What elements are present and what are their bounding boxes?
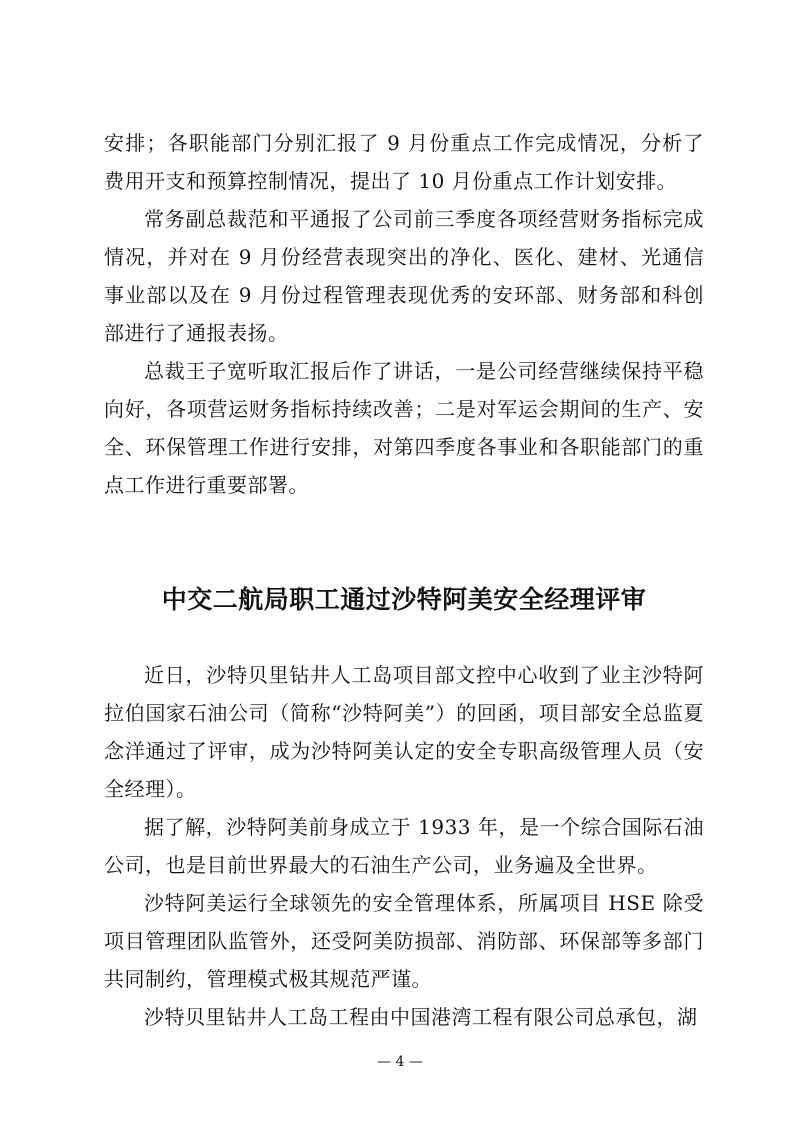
page-number: — 4 — [377, 1054, 423, 1070]
paragraph-review-result: 近日，沙特贝里钻井人工岛项目部文控中心收到了业主沙特阿拉伯国家石油公司（简称“沙特阿美”）的回函，项目部安全总监夏念洋通过了评审，成为沙特阿美认定的安全专职高级管理人员（安全经理）。 [104, 663, 704, 801]
paragraph-project-contractor: 沙特贝里钻井人工岛工程由中国港湾工程有限公司总承包，湖 [144, 1005, 698, 1029]
paragraph-aramco-background: 据了解，沙特阿美前身成立于 1933 年，是一个综合国际石油公司，也是目前世界最大的石油生产公司，业务遍及全世界。 [104, 815, 704, 877]
paragraph-continuation: 安排；各职能部门分别汇报了 9 月份重点工作完成情况，分析了费用开支和预算控制情况，提出了 10 月份重点工作计划安排。 [104, 131, 704, 193]
paragraph-vice-president-report: 常务副总裁范和平通报了公司前三季度各项经营财务指标完成情况，并对在 9 月份经营表现突出的净化、医化、建材、光通信事业部以及在 9 月份过程管理表现优秀的安环部、财务部和科创部进行了通报表扬。 [104, 207, 704, 345]
paragraph-safety-system: 沙特阿美运行全球领先的安全管理体系，所属项目 HSE 除受项目管理团队监管外，还受阿美防损部、消防部、环保部等多部门共同制约，管理模式极其规范严谨。 [104, 891, 704, 991]
article-title: 中交二航局职工通过沙特阿美安全经理评审 [161, 585, 647, 614]
paragraph-president-speech: 总裁王子宽听取汇报后作了讲话，一是公司经营继续保持平稳向好，各项营运财务指标持续改善；二是对军运会期间的生产、安全、环保管理工作进行安排，对第四季度各事业和各职能部门的重点工作进行重要部署。 [104, 359, 704, 497]
